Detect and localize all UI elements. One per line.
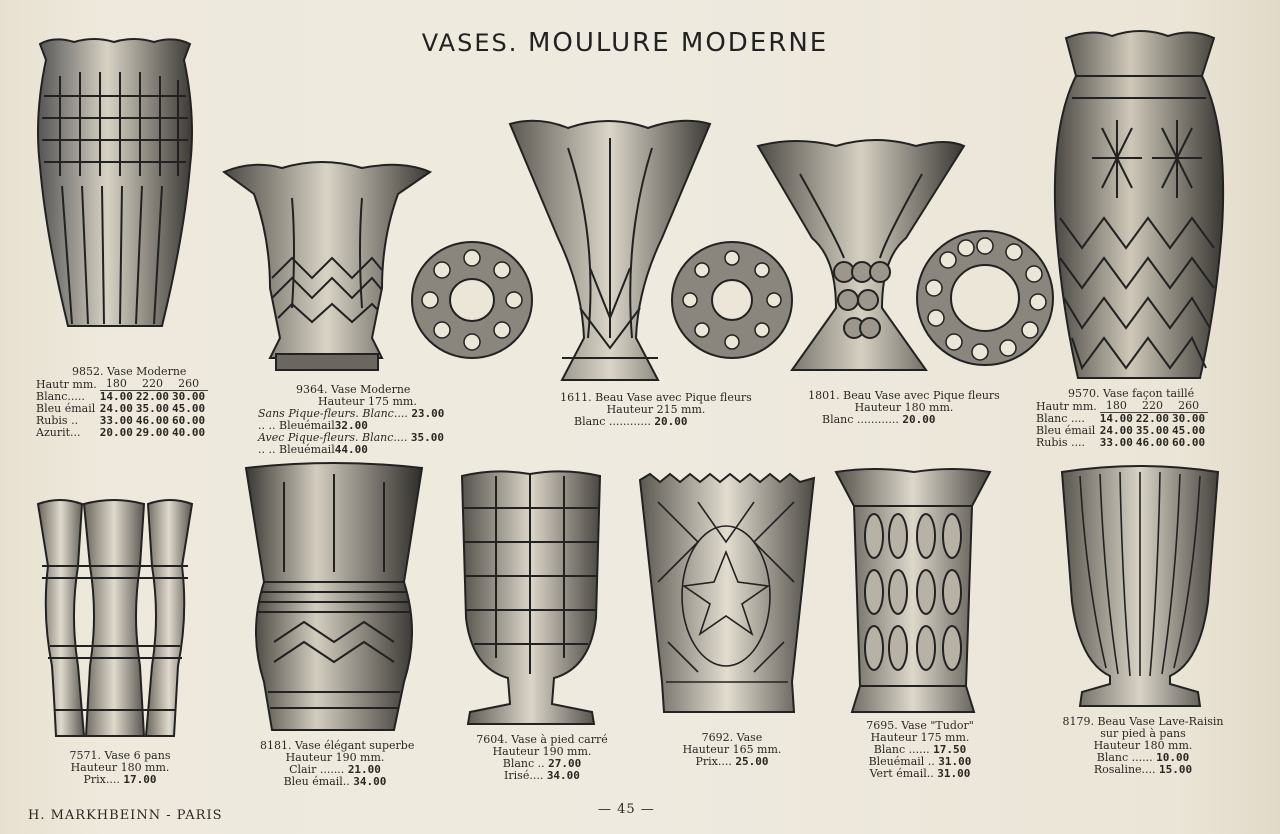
price: 15.00 [1159, 763, 1193, 776]
price-line [60, 774, 180, 786]
price: 30.00 [1172, 412, 1206, 425]
line-label: Rosaline.... [1093, 763, 1156, 776]
row-label: Blanc..... [36, 390, 85, 403]
vase-8179-illustration [1060, 462, 1220, 712]
line-label: Sans Pique-fleurs. Blanc.... [258, 407, 408, 420]
caption-9364 [258, 384, 444, 456]
row-label: Rubis .. [36, 414, 79, 427]
line-label: Prix.... [695, 755, 732, 768]
item-7604-height: Hauteur 190 mm. [492, 745, 592, 758]
row-label: Bleu émail [1036, 424, 1096, 437]
price-line [804, 414, 1004, 426]
vase-7604-illustration [460, 468, 602, 728]
price: 33.00 [1099, 436, 1133, 449]
item-7692-height: Hauteur 165 mm. [682, 743, 782, 756]
caption-9852 [36, 366, 208, 439]
item-9570-title: 9570. Vase façon taillé [1068, 387, 1195, 400]
line-label: Prix.... [83, 773, 120, 786]
item-9364-title: 9364. Vase Moderne [296, 383, 411, 396]
line-label: .. .. Bleuémail [258, 419, 335, 432]
caption-8179 [1058, 716, 1228, 776]
item-1611-height: Hauteur 215 mm. [606, 403, 706, 416]
caption-7695 [852, 720, 988, 780]
item-7571-height: Hauteur 180 mm. [70, 761, 170, 774]
item-7695-height: Hauteur 175 mm. [870, 731, 970, 744]
caption-1611 [556, 392, 756, 428]
table-row [1036, 437, 1208, 449]
price: 32.00 [334, 419, 368, 432]
line-label: Bleuémail .. [868, 755, 935, 768]
size-col: 180 [100, 378, 136, 391]
price: 27.00 [548, 757, 582, 770]
price: 31.00 [938, 755, 972, 768]
caption-1801 [804, 390, 1004, 426]
item-8179-height: Hauteur 180 mm. [1093, 739, 1193, 752]
price-line [852, 768, 988, 780]
price-line [260, 776, 410, 788]
price: 23.00 [411, 407, 445, 420]
price: 29.00 [135, 426, 170, 439]
line-label: Blanc ............ [574, 415, 651, 428]
page-number: — 45 — [598, 802, 655, 817]
price: 33.00 [99, 414, 133, 427]
row-label: Blanc .... [1036, 412, 1085, 425]
size-col: 220 [1136, 400, 1172, 413]
size-col: 260 [172, 378, 208, 391]
price: 35.00 [410, 431, 444, 444]
line-label: Vert émail.. [869, 767, 934, 780]
caption-7571 [60, 750, 180, 786]
price: 20.00 [902, 413, 936, 426]
item-1801-height: Hauteur 180 mm. [854, 401, 954, 414]
price: 17.00 [123, 773, 157, 786]
price-line [672, 756, 792, 768]
height-label: Hautr mm. [1036, 399, 1097, 413]
size-col: 220 [136, 378, 172, 391]
item-7695-title: 7695. Vase "Tudor" [866, 719, 974, 732]
price: 22.00 [1135, 412, 1170, 425]
item-9852-title: 9852. Vase Moderne [72, 365, 187, 378]
price: 31.00 [937, 767, 971, 780]
price: 34.00 [353, 775, 387, 788]
price: 60.00 [1172, 436, 1206, 449]
height-label: Hautr mm. [36, 377, 97, 391]
price: 21.00 [347, 763, 381, 776]
price: 14.00 [99, 390, 133, 403]
price: 46.00 [135, 414, 170, 427]
price-line [556, 416, 756, 428]
vase-7571-illustration [34, 496, 196, 742]
line-label: Blanc .. [502, 757, 545, 770]
vase-7695-illustration [834, 466, 992, 716]
item-8179-subtitle: sur pied à pans [1100, 727, 1186, 740]
price: 20.00 [654, 415, 688, 428]
price: 60.00 [172, 414, 206, 427]
line-label: Blanc ...... [873, 743, 930, 756]
price: 17.50 [933, 743, 967, 756]
item-8181-title: 8181. Vase élégant superbe [260, 739, 415, 752]
row-label: Azurit... [36, 426, 81, 439]
price: 34.00 [546, 769, 580, 782]
price: 20.00 [99, 426, 133, 439]
item-7692-title: 7692. Vase [701, 731, 763, 744]
line-label: Blanc ............ [822, 413, 899, 426]
size-col: 260 [1172, 400, 1208, 413]
price: 24.00 [1099, 424, 1133, 437]
price: 40.00 [172, 426, 206, 439]
price: 35.00 [135, 402, 170, 415]
price: 44.00 [334, 443, 368, 456]
line-label: Blanc ...... [1096, 751, 1153, 764]
caption-9570 [1036, 388, 1208, 449]
price: 35.00 [1135, 424, 1170, 437]
price-table-9570 [1036, 400, 1208, 449]
line-label: .. .. Bleuémail [258, 443, 335, 456]
price: 10.00 [1156, 751, 1190, 764]
price: 14.00 [1099, 412, 1133, 425]
price-table-9852 [36, 378, 208, 439]
row-label: Bleu émail [36, 402, 96, 415]
price: 24.00 [99, 402, 133, 415]
item-7571-title: 7571. Vase 6 pans [69, 749, 171, 762]
caption-7692 [672, 732, 792, 768]
page-title [300, 28, 950, 58]
item-8181-height: Hauteur 190 mm. [285, 751, 385, 764]
title-part-2: MOULURE MODERNE [528, 28, 829, 58]
item-9364-height: Hauteur 175 mm. [318, 395, 417, 408]
item-1611-title: 1611. Beau Vase avec Pique fleurs [560, 391, 752, 404]
vase-9570-illustration [1052, 28, 1226, 384]
item-8179-title: 8179. Beau Vase Lave-Raisin [1062, 715, 1224, 728]
item-7604-title: 7604. Vase à pied carré [476, 733, 608, 746]
publisher-footer: H. MARKHBEINN - PARIS [28, 808, 223, 823]
caption-8181 [260, 739, 415, 788]
price: 46.00 [1135, 436, 1170, 449]
line-label: Irisé.... [504, 769, 544, 782]
line-label: Clair ....... [289, 763, 345, 776]
caption-7604 [474, 734, 610, 782]
price: 25.00 [735, 755, 769, 768]
vase-9364-illustration [222, 158, 432, 374]
price-line [1058, 764, 1228, 776]
title-part-1: VASES. [421, 29, 519, 57]
price: 30.00 [172, 390, 206, 403]
vase-8181-illustration [244, 462, 424, 736]
vase-7692-illustration [638, 472, 816, 716]
price: 45.00 [172, 402, 206, 415]
table-row [36, 427, 208, 439]
price-line [258, 444, 444, 456]
item-1801-title: 1801. Beau Vase avec Pique fleurs [808, 389, 1000, 402]
size-col: 180 [1100, 400, 1136, 413]
price-line [474, 770, 610, 782]
vase-9852-illustration [34, 36, 196, 332]
price: 22.00 [135, 390, 170, 403]
flower-holder-1801-illustration [914, 228, 1056, 368]
price: 45.00 [1172, 424, 1206, 437]
line-label: Avec Pique-fleurs. Blanc.... [258, 431, 408, 444]
row-label: Rubis .... [1036, 436, 1086, 449]
line-label: Bleu émail.. [283, 775, 350, 788]
